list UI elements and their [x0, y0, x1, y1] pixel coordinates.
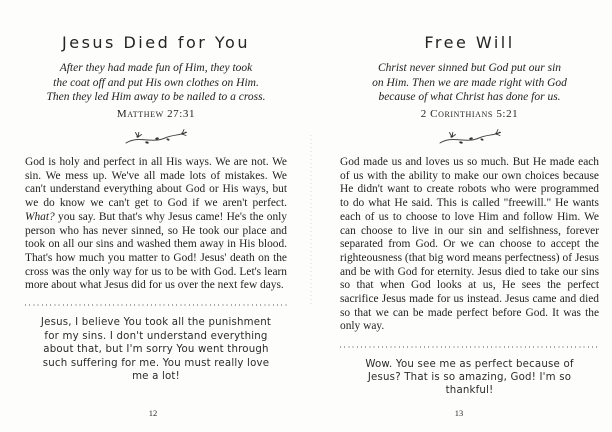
page-number-left: 12: [148, 408, 158, 418]
prayer-text-left: Jesus, I believe You took all the punishment for my sins. I don't understand everything about that, but I'm sorry You went through such suffering for me. You must really love me a lot!: [40, 317, 272, 383]
page-title-left: Jesus Died for You: [62, 33, 250, 52]
scripture-line: After they had made fun of Him, they took: [59, 62, 253, 74]
scripture-line: the coat off and put His own clothes on Him.: [53, 76, 259, 89]
dotted-divider-left: [25, 304, 287, 306]
scripture-line: Christ never sinned but God put our sin: [377, 62, 562, 74]
page-number-right: 13: [454, 408, 464, 418]
scripture-reference-right: 2 Corinthians 5:21: [420, 107, 519, 120]
scripture-reference-left: Matthew 27:31: [116, 107, 196, 120]
body-segment: you say. But that's why Jesus came! He's the only person who has never sinned, so He took our place and took on all our sins and washed them away in His blood. That's how much you matter to God! Jesus' death on the cross was the only way for us to be with God. Let's learn more about what Jesus did for us over the next few days.: [25, 210, 287, 292]
page-right: [306, 0, 612, 432]
scripture-quote-right: [340, 61, 599, 121]
devotional-body-right: God made us and loves us so much. But He made each of us with the ability to make our own choices because He didn't want to create robots who were programmed to do what He said. This is called "freewill." He wants each of us to choose to love Him and follow Him. We can choose to live in our sin and selfishness, forever separated from God. Or we can choose to accept the righteousness (that big word means perfectness) of Jesus and be with God for eternity. Jesus died to take our sins so that when God looks at us, He sees the perfect sacrifice Jesus made for us instead. Jesus came and died so that we can be made perfect before God. It was the only way.: [340, 156, 599, 333]
scripture-line: Then they led Him away to be nailed to a cross.: [46, 91, 266, 103]
twig-branch-icon: [123, 126, 189, 150]
body-segment: God is holy and perfect in all His ways. We are not. We sin. We mess up. We've all made lots of mistakes. We can't understand everything about God or His ways, but we do know we can't get to God if we aren't perfect.: [25, 156, 287, 210]
dotted-divider-right: [340, 346, 599, 348]
body-italic-word: What?: [25, 210, 55, 223]
twig-branch-icon: [437, 126, 503, 150]
scripture-line: on Him. Then we are made right with God: [372, 76, 567, 89]
page-title-right: Free Will: [424, 33, 515, 52]
prayer-text-right: Wow. You see me as perfect because of Jesus? That is so amazing, God! I'm so thankful!: [365, 358, 574, 397]
scripture-line: because of what Christ has done for us.: [378, 91, 561, 103]
scripture-quote-left: [25, 61, 287, 121]
devotional-body-left: [25, 156, 287, 293]
